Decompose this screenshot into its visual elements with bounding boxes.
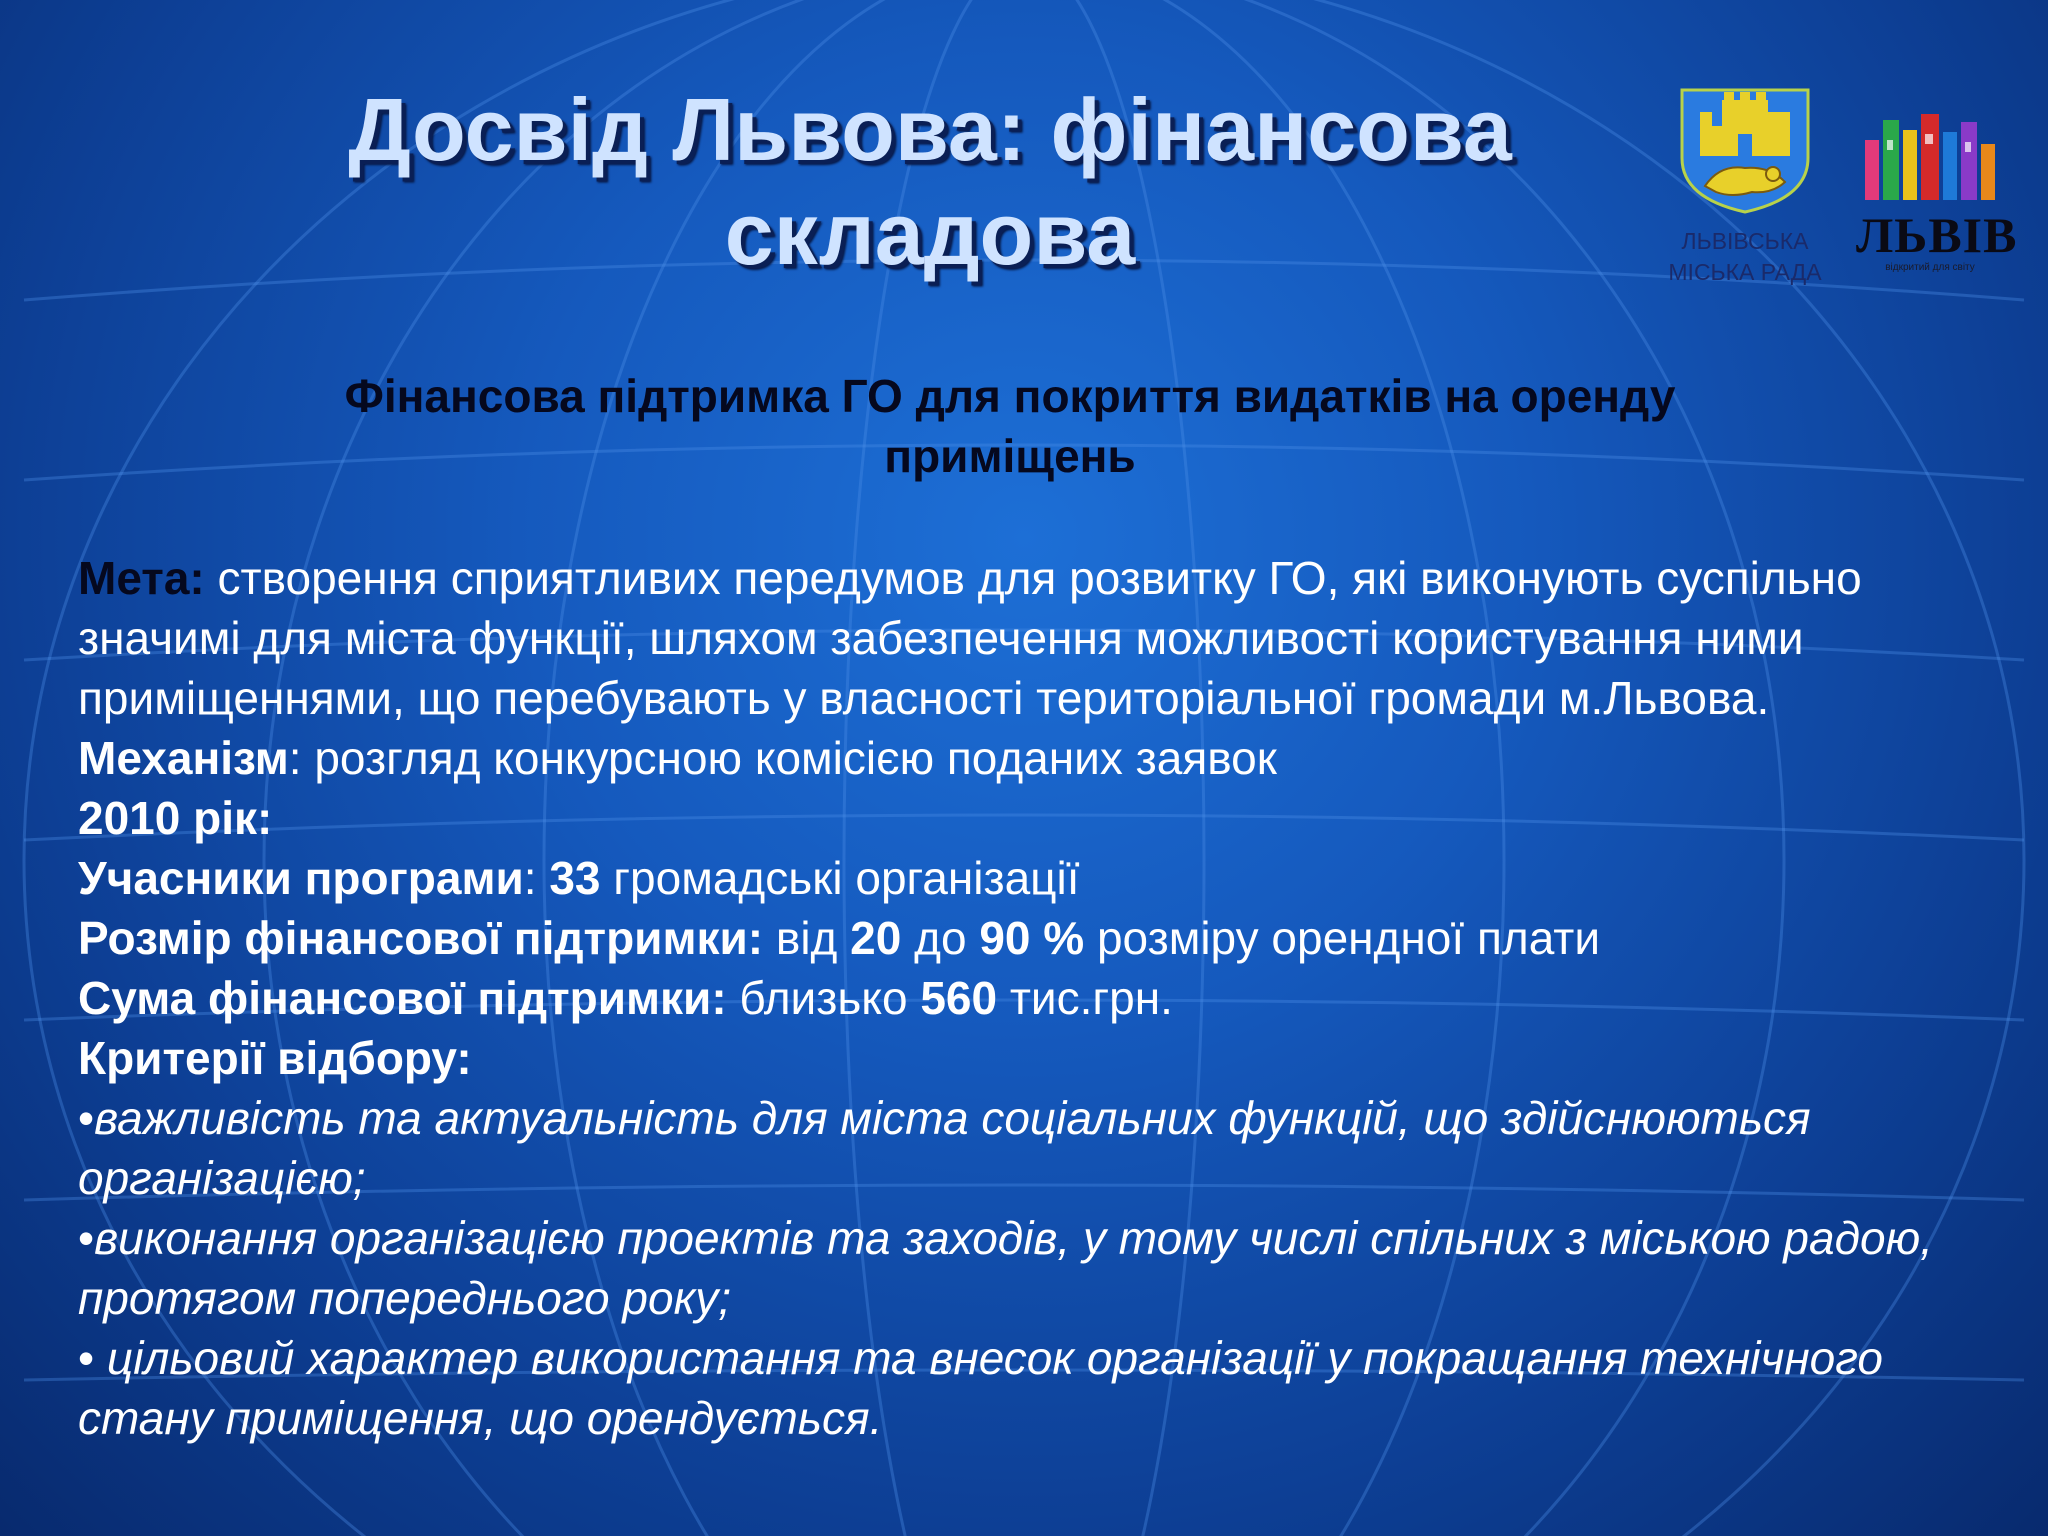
slide-body	[78, 548, 1978, 1448]
support-sum-unit: тис.грн.	[997, 972, 1173, 1024]
mechanism-text: : розгляд конкурсною комісією поданих заявок	[288, 732, 1277, 784]
coat-caption-line-2: МІСЬКА РАДА	[1668, 259, 1822, 285]
support-sum-line	[78, 968, 1978, 1028]
goal-text: створення сприятливих передумов для розвитку ГО, які виконують суспільно значимі для міста функції, шляхом забезпечення можливості користування ними приміщеннями, що перебувають у власності територіальної громади м.Львова.	[78, 552, 1862, 724]
support-size-to: до	[901, 912, 980, 964]
criteria-item	[78, 1088, 1978, 1208]
lviv-logo-tagline: відкритий для світу	[1885, 262, 1975, 273]
support-sum-about: близько	[726, 972, 921, 1024]
bullet-icon: •	[78, 1092, 95, 1144]
participants-text: громадські організації	[600, 852, 1080, 904]
goal-paragraph	[78, 548, 1978, 728]
criteria-item-text: важливість та актуальність для міста соціальних функцій, що здійснюються організацією;	[78, 1092, 1811, 1204]
support-size-text: розміру орендної плати	[1084, 912, 1601, 964]
city-council-caption	[1650, 226, 1840, 288]
year-heading: 2010 рік:	[78, 792, 273, 844]
criteria-item	[78, 1328, 1978, 1448]
participants-line	[78, 848, 1978, 908]
participants-sep: :	[523, 852, 550, 904]
support-size-label: Розмір фінансової підтримки:	[78, 912, 764, 964]
criteria-item	[78, 1208, 1978, 1328]
support-sum-label: Сума фінансової підтримки:	[78, 972, 727, 1024]
lviv-logo-word: ЛЬВІВ	[1856, 207, 2018, 263]
slide-title	[180, 78, 1680, 286]
mechanism-label: Механізм	[78, 732, 289, 784]
title-line-2: складова	[724, 184, 1136, 283]
bullet-icon: •	[78, 1332, 95, 1384]
criteria-item-text: цільовий характер використання та внесок організації у покращання технічного стану приміщення, що орендується.	[78, 1332, 1883, 1444]
slide-subtitle	[170, 366, 1850, 486]
support-sum-amount: 560	[920, 972, 998, 1024]
coat-caption-line-1: ЛЬВІВСЬКА	[1681, 228, 1809, 254]
lviv-coat-of-arms-icon	[1660, 86, 1830, 216]
title-line-1: Досвід Львова: фінансова	[348, 80, 1512, 179]
subtitle-line-2: приміщень	[884, 430, 1136, 482]
participants-count: 33	[549, 852, 601, 904]
participants-label: Учасники програми	[78, 852, 524, 904]
criteria-item-text: виконання організацією проектів та заходів, у тому числі спільних з міською радою, протягом попереднього року;	[78, 1212, 1933, 1324]
mechanism-line	[78, 728, 1978, 788]
goal-label: Мета:	[78, 552, 205, 604]
criteria-heading: Критерії відбору:	[78, 1032, 472, 1084]
support-size-min: 20	[850, 912, 902, 964]
bullet-icon: •	[78, 1212, 95, 1264]
support-size-from: від	[763, 912, 851, 964]
support-size-max: 90 %	[979, 912, 1085, 964]
subtitle-line-1: Фінансова підтримка ГО для покриття видатків на оренду	[344, 370, 1676, 422]
support-size-line	[78, 908, 1978, 968]
